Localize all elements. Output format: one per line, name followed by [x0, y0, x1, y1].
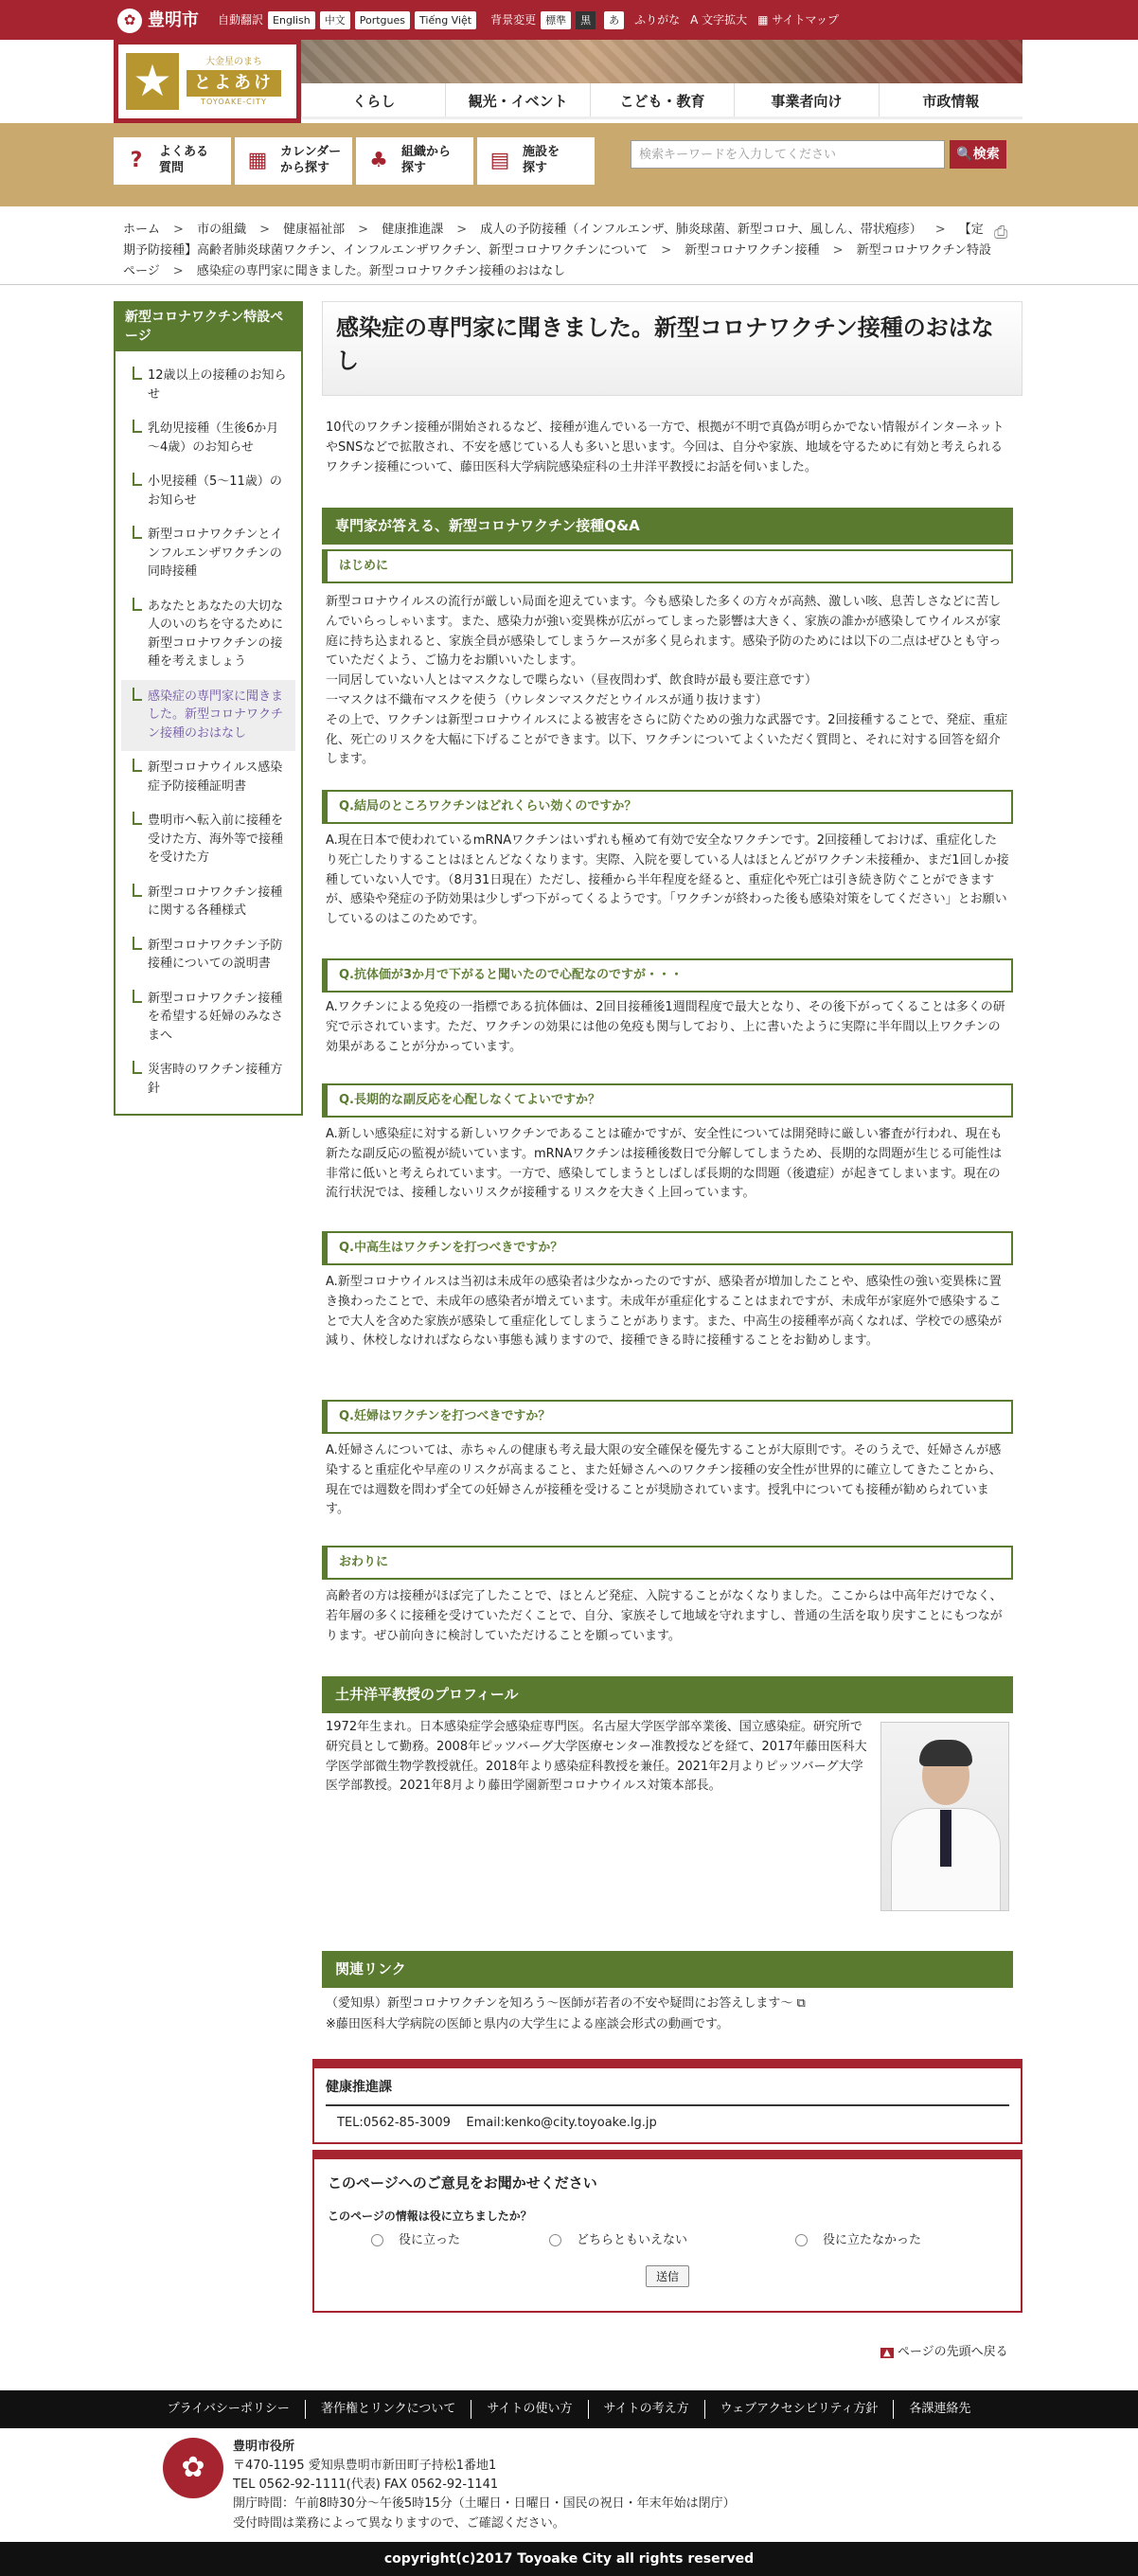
footer-hours: 開庁時間：午前8時30分～午後5時15分（土曜日・日曜日・国民の祝日・年末年始は閉庁）	[233, 2496, 736, 2512]
section-text: A.現在日本で使われているmRNAワクチンはいずれも極めて有効で安全なワクチンです。2回接種しておけば、重症化したり死亡したりすることはほとんどなくなります。実際、入院を要している人はほとんどがワクチン未接種か、まだ1回しか接種していない人です。（8月31日現在）ただし、接種から半年程度を経ると、重症化や死亡は引き続き防ぐことができますが、感染や発症の予防効果は少しずつ下がってくるようです。「ワクチンが終わった後も感染対策をしてください」とお願いしているのはこのためです。	[326, 833, 1009, 927]
page-top-link[interactable]	[880, 2343, 1008, 2362]
sidebar-item-label[interactable]: 災害時のワクチン接種方針	[148, 1063, 283, 1096]
footer-link-accessibility[interactable]: ウェブアクセシビリティ方針	[704, 2400, 894, 2419]
star-icon: ★	[126, 53, 179, 110]
footer-address: 〒470-1195 愛知県豊明市新田町子持松1番地1	[233, 2459, 497, 2474]
question-icon: ?	[130, 148, 143, 172]
breadcrumb-home[interactable]: ホーム	[123, 223, 161, 237]
search-input[interactable]: 検索キーワードを入力してください	[631, 140, 945, 169]
site-header	[0, 40, 1138, 123]
bg-standard-button[interactable]: 標準	[541, 11, 571, 29]
sidebar-item[interactable]	[121, 982, 295, 1054]
footer-org: 豊明市役所	[233, 2440, 295, 2454]
external-link-icon: ⧉	[796, 1996, 806, 2011]
gnav-kurashi[interactable]: くらし	[301, 83, 445, 116]
sidebar-item-label[interactable]: あなたとあなたの大切な人のいのちを守るために新型コロナワクチンの接種を考えましょう	[148, 599, 284, 670]
quick-facility-label: 施設を 探す	[523, 145, 560, 175]
radio-not-useful[interactable]	[795, 2231, 921, 2250]
radio-useful-label: 役に立った	[399, 2232, 461, 2247]
profile-heading: 土井洋平教授のプロフィール	[322, 1676, 1013, 1713]
sidebar-item-label[interactable]: 豊明市へ転入前に接種を受けた方、海外等で接種を受けた方	[148, 814, 284, 866]
feedback-survey	[312, 2150, 1022, 2313]
site-logo[interactable]	[114, 40, 301, 123]
textsize-label: 文字拡大	[702, 13, 748, 27]
top-bar	[0, 0, 1138, 40]
sidebar-item-label[interactable]: 新型コロナワクチン接種を希望する妊婦のみなさまへ	[148, 991, 284, 1043]
section-heading: Q.結局のところワクチンはどれくらい効くのですか？	[322, 790, 1013, 824]
breadcrumb-elderly-vaccination[interactable]: 【定期予防接種】高齢者肺炎球菌ワクチン、インフルエンザワクチン、新型コロナワクチンについて	[123, 223, 984, 258]
contact-email-label: Email:	[466, 2115, 505, 2130]
section-heading: Q.中高生はワクチンを打つべきですか？	[322, 1231, 1013, 1265]
sidebar-item-current[interactable]	[121, 680, 295, 752]
contact-email-link[interactable]: kenko@city.toyoake.lg.jp	[504, 2115, 657, 2130]
page-top-label: ページの先頭へ戻る	[897, 2345, 1008, 2359]
related-link[interactable]: （愛知県）新型コロナワクチンを知ろう～医師が若者の不安や疑問にお答えします～	[326, 1996, 793, 2011]
facility-icon: ▤	[489, 148, 510, 172]
quick-calendar-label: カレンダー から探す	[280, 145, 342, 175]
sidebar-list	[116, 351, 301, 1114]
sidebar-item[interactable]	[121, 590, 295, 680]
sidebar-item-label[interactable]: 新型コロナワクチン接種に関する各種様式	[148, 885, 283, 919]
sidebar-item-label[interactable]: 新型コロナウイルス感染症予防接種証明書	[148, 760, 283, 794]
city-emblem-icon: ✿	[163, 2438, 223, 2498]
sidebar-item[interactable]	[121, 751, 295, 804]
city-name[interactable]	[117, 8, 199, 34]
section-text: 高齢者の方は接種がほぼ完了したことで、ほとんど発症、入院することがなくなりました。ここからは中高年だけでなく、若年層の多くに接種を受けていただくことで、自分、家族そして地域を守れますし、普通の生活を取り戻すことにもつながります。ぜひ前向きに検討していただけることを願っています。	[326, 1589, 1003, 1643]
sitemap-label: サイトマップ	[772, 13, 840, 27]
breadcrumb-welfare[interactable]: 健康福祉部	[283, 223, 346, 237]
footer-note: 受付時間は業務によって異なりますので、ご確認ください。	[233, 2515, 565, 2531]
section-heading: はじめに	[322, 549, 1013, 583]
main-content	[322, 301, 1022, 2031]
sitemap-link[interactable]: ▦ サイトマップ	[757, 13, 840, 27]
footer-link-contacts[interactable]: 各課連絡先	[893, 2400, 986, 2419]
furigana-button[interactable]: ふりがな	[634, 13, 681, 27]
section-heading: Q.抗体価が3か月で下がると聞いたので心配なのですが・・・	[322, 958, 1013, 993]
calendar-icon: ▦	[247, 148, 268, 172]
gnav-kodomo[interactable]: こども・教育	[590, 83, 734, 116]
sidebar	[114, 301, 303, 1116]
contact-info	[326, 2106, 1009, 2133]
city-name-label: 豊明市	[148, 10, 199, 30]
sidebar-item-label[interactable]: 新型コロナワクチンとインフルエンザワクチンの同時接種	[148, 528, 283, 580]
lang-english-button[interactable]: English	[268, 11, 315, 29]
logo-subtitle: 大金星のまち	[205, 57, 262, 68]
copyright: copyright(c)2017 Toyoake City all rights reserved	[0, 2542, 1138, 2576]
textsize-button[interactable]: A 文字拡大	[690, 13, 748, 27]
org-icon: ♣	[369, 148, 388, 172]
search-button[interactable]: 🔍検索	[950, 140, 1006, 169]
sidebar-item[interactable]	[121, 804, 295, 876]
section-text: A.新しい感染症に対する新しいワクチンであることは確かですが、安全性については開発時に厳しい審査が行われ、現在も新たな副反応の監視が続いています。mRNAワクチンは接種後数日で分解してしまうため、長期的な問題が生じる可能性は非常に低いと考えられています。一方で、感染してしまうとしばしば長期的な問題（後遺症）が起きてしまいます。現在の流行状況では、接種しないリスクが接種するリスクを大きく上回っています。	[326, 1127, 1003, 1201]
sidebar-item[interactable]	[121, 929, 295, 982]
breadcrumb: ホーム > 市の組織 > 健康福祉部 > 健康推進課 > 成人の予防接種（インフルエンザ、肺炎球菌、新型コロナ、風しん、帯状疱疹） > 【定期予防接種】高齢者肺炎球菌ワクチン、インフルエンザワクチン、新型コロナワクチンについて > 新型コロナワクチン接種 > 新型コロナワクチン特設ページ > 感染症の専門家に聞きました。新型コロナワクチン接種のおはなし	[123, 223, 992, 278]
footer-links	[0, 2390, 1138, 2428]
section-heading: Q.長期的な副反応を心配しなくてよいですか？	[322, 1083, 1013, 1118]
section-heading: おわりに	[322, 1546, 1013, 1580]
page-title: 感染症の専門家に聞きました。新型コロナワクチン接種のおはなし	[322, 301, 1022, 396]
section-text: A.妊婦さんについては、赤ちゃんの健康も考え最大限の安全確保を優先することが大原則です。そのうえで、妊婦さんが感染すると重症化や早産のリスクが高まること、また妊婦さんへのワクチン接種の安全性が世界的に確立してきたことから、現在では週数を問わず全ての妊婦さんが接種を受けることが奨励されています。授乳中についても接種が勧められています。	[326, 1443, 1002, 1517]
related-heading: 関連リンク	[322, 1951, 1013, 1988]
lang-portuguese-button[interactable]: Portgues	[355, 11, 410, 29]
lang-chinese-button[interactable]: 中文	[320, 11, 350, 29]
search-button-label: 検索	[972, 147, 1000, 162]
qa-heading: 専門家が答える、新型コロナワクチン接種Q&A	[322, 508, 1013, 545]
intro-text: 10代のワクチン接種が開始されるなど、接種が進んでいる一方で、根拠が不明で真偽が明らかでない情報がインターネットやSNSなどで拡散され、不安を感じている人も多いと思います。今回は、自分や家族、地域を守るために有効と考えられるワクチン接種について、藤田医科大学病院感染症科の土井洋平教授にお話を伺いました。	[326, 420, 1005, 474]
radio-useful[interactable]	[371, 2231, 549, 2250]
quick-org-button[interactable]	[356, 137, 473, 185]
quick-facility-button[interactable]	[477, 137, 595, 185]
sidebar-item-label[interactable]: 小児接種（5～11歳）のお知らせ	[148, 474, 282, 508]
city-emblem-icon: ✿	[117, 9, 142, 33]
radio-neutral-label: どちらともいえない	[577, 2232, 688, 2247]
gnav-shisei[interactable]: 市政情報	[879, 83, 1022, 116]
sidebar-heading[interactable]: 新型コロナワクチン特設ページ	[116, 303, 301, 351]
radio-button[interactable]	[795, 2234, 808, 2246]
quick-faq-label: よくある 質問	[159, 145, 209, 175]
sidebar-item[interactable]	[121, 518, 295, 590]
section-text: 新型コロナウイルスの流行が厳しい局面を迎えています。今も感染した多くの方々が高熱、激しい咳、息苦しさなどに苦しんでいらっしゃいます。また、感染力が強い変異株が広がってしまった影響は大きく、家族の誰かが感染してウイルスが家庭に持ち込まれると、家族全員が感染してしまうケースが多く見られます。感染予防のためには以下の二点はぜひとも守っていただくよう、ご協力をお願いいたします。 一同居していない人とはマスクなしで喋らない（昼夜問わず、飲食時が最も要注意です） 一マスクは不織布マスクを使う（ウレタンマスクだとウイルスが通り抜けます） その上で、ワクチンは新型コロナウイルスによる被害をさらに防ぐための強力な武器です。2回接種することで、発症、重症化、死亡のリスクを大幅に下げることができます。以下、ワクチンについてよくいただく質問と、それに対する回答を紹介します。	[326, 595, 1008, 767]
breadcrumb-org[interactable]: 市の組織	[197, 223, 247, 237]
breadcrumb-corona-vaccination[interactable]: 新型コロナワクチン接種	[685, 243, 820, 258]
radio-button[interactable]	[549, 2234, 561, 2246]
global-nav	[301, 83, 1022, 119]
divider	[0, 284, 1138, 285]
sidebar-item-label[interactable]: 新型コロナワクチン予防接種についての説明書	[148, 938, 283, 972]
sidebar-item[interactable]	[121, 465, 295, 518]
print-icon[interactable]: ⎙	[994, 223, 1008, 242]
footer-info	[0, 2428, 1138, 2542]
sidebar-item-label[interactable]: 乳幼児接種（生後6か月～4歳）のお知らせ	[148, 421, 279, 455]
related-block	[322, 1995, 1013, 2014]
sidebar-item-label[interactable]: 12歳以上の接種のお知らせ	[148, 368, 287, 402]
footer-link-usage[interactable]: サイトの使い方	[471, 2400, 587, 2419]
bg-change-label: 背景変更	[490, 13, 537, 27]
radio-button[interactable]	[371, 2234, 383, 2246]
breadcrumb-adult-vaccination[interactable]: 成人の予防接種（インフルエンザ、肺炎球菌、新型コロナ、風しん、帯状疱疹）	[480, 223, 922, 237]
quick-faq-button[interactable]	[114, 137, 231, 185]
footer-link-copyright[interactable]: 著作権とリンクについて	[305, 2400, 471, 2419]
quick-calendar-button[interactable]	[235, 137, 352, 185]
bg-black-button[interactable]: 黒	[576, 11, 596, 29]
footer-tel: TEL 0562-92-1111(代表) FAX 0562-92-1141	[233, 2478, 499, 2493]
radio-neutral[interactable]	[549, 2231, 795, 2250]
sidebar-item[interactable]	[121, 876, 295, 929]
arrow-up-icon: ▲	[880, 2348, 894, 2358]
header-banner-image	[301, 40, 1022, 83]
section-text: A.新型コロナウイルスは当初は未成年の感染者は少なかったのですが、感染者が増加したことや、感染性の強い変異株に置き換わったことで、未成年の感染者が増えています。未成年が重症化することはまれですが、未成年が家庭外で感染することで大人を含めた家族が感染して重症化してしまうことがあります。また、中高生の接種率が高くなれば、学校での感染が減り、休校しなければならない事態も減りますので、接種できる時に接種することをお勧めします。	[326, 1275, 1002, 1349]
survey-title: このページへのご意見をお聞かせください	[328, 2174, 597, 2191]
contact-dept: 健康推進課	[326, 2078, 1009, 2106]
sidebar-item[interactable]	[121, 412, 295, 465]
logo-title: とよあけ	[187, 70, 281, 97]
footer-link-policy[interactable]: サイトの考え方	[588, 2400, 704, 2419]
lang-vietnamese-button[interactable]: Tiếng Việt	[415, 11, 476, 29]
footer-link-privacy[interactable]: プライバシーポリシー	[167, 2401, 290, 2416]
logo-english: TOYOAKE-CITY	[201, 97, 267, 106]
section-text: A.ワクチンによる免疫の一指標である抗体価は、2回目接種後1週間程度で最大となり、その後下がってくることは多くの研究で示されています。ただ、ワクチンの効果には他の免疫も関与しており、上に書いたように実際に半年間以上ワクチンの効果があることが分かっています。	[326, 1000, 1005, 1054]
furigana-icon[interactable]: あ	[604, 11, 624, 29]
sidebar-item[interactable]	[121, 359, 295, 412]
sidebar-item-label[interactable]: 感染症の専門家に聞きました。新型コロナワクチン接種のおはなし	[148, 689, 284, 741]
breadcrumb-health[interactable]: 健康推進課	[382, 223, 444, 237]
breadcrumb-corona-special[interactable]: 新型コロナワクチン特設ページ	[123, 243, 992, 278]
contact-box	[312, 2059, 1022, 2144]
breadcrumb-current: 感染症の専門家に聞きました。新型コロナワクチン接種のおはなし	[196, 264, 566, 278]
contact-tel: TEL:0562-85-3009	[337, 2115, 451, 2130]
quick-org-label: 組織から 探す	[401, 145, 452, 175]
radio-not-useful-label: 役に立たなかった	[823, 2232, 922, 2247]
section-heading: Q.妊婦はワクチンを打つべきですか？	[322, 1400, 1013, 1434]
survey-question: このページの情報は役に立ちましたか？	[328, 2209, 532, 2224]
related-note: ※藤田医科大学病院の医師と県内の大学生による座談会形式の動画です。	[326, 2017, 729, 2031]
professor-photo	[880, 1722, 1009, 1911]
gnav-jigyosha[interactable]: 事業者向け	[734, 83, 878, 116]
auto-translate-label: 自動翻訳	[218, 13, 264, 27]
submit-button[interactable]: 送信	[646, 2265, 689, 2287]
gnav-kanko[interactable]: 観光・イベント	[445, 83, 589, 116]
sidebar-item[interactable]	[121, 1053, 295, 1106]
profile-text: 1972年生まれ。日本感染症学会感染症専門医。名古屋大学医学部卒業後、国立感染症。研究所で研究員として勤務。2008年ピッツバーグ大学医療センター准教授などを経て、2017年藤田医科大学医学部微生物学教授就任。2018年より感染症科教授を兼任。2021年2月よりピッツバーグ大学医学部教授。2021年8月より藤田学園新型コロナウイルス対策本部長。	[326, 1720, 867, 1794]
